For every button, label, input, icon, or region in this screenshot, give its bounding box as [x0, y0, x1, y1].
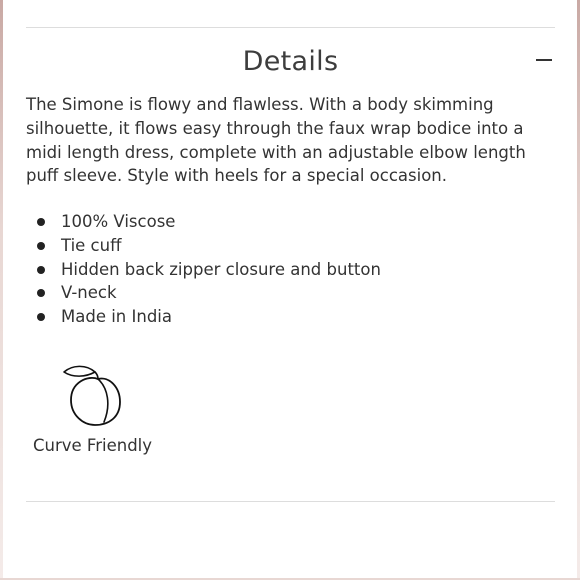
product-description: The Simone is flowy and flawless. With a body skimming silhouette, it flows easy through the faux wrap bodice into a midi length dress, complete with an adjustable elbow length puff sleeve. Style with heels for a special occasion. — [26, 95, 526, 186]
frame-edge-left — [0, 0, 3, 580]
feature-list — [26, 210, 555, 329]
feature-item — [26, 305, 555, 329]
feature-item — [26, 234, 555, 258]
bullet-icon — [37, 313, 45, 321]
feature-item — [26, 258, 555, 282]
details-title: Details — [242, 46, 339, 77]
bullet-icon — [37, 266, 45, 274]
feature-text: Tie cuff — [61, 235, 122, 255]
feature-text: 100% Viscose — [61, 212, 176, 231]
bullet-icon — [37, 289, 45, 297]
minus-icon — [536, 59, 552, 61]
bottom-divider — [26, 501, 555, 502]
collapse-button[interactable] — [533, 50, 555, 72]
feature-item — [26, 210, 555, 234]
bullet-icon — [37, 242, 45, 250]
feature-text: V-neck — [61, 283, 117, 303]
feature-item — [26, 281, 555, 305]
details-accordion-header[interactable] — [26, 28, 555, 98]
feature-text: Hidden back zipper closure and button — [61, 259, 381, 279]
peach-icon — [62, 362, 124, 428]
feature-text: Made in India — [61, 307, 172, 327]
bullet-icon — [37, 218, 45, 226]
badge-label: Curve Friendly — [33, 436, 153, 455]
